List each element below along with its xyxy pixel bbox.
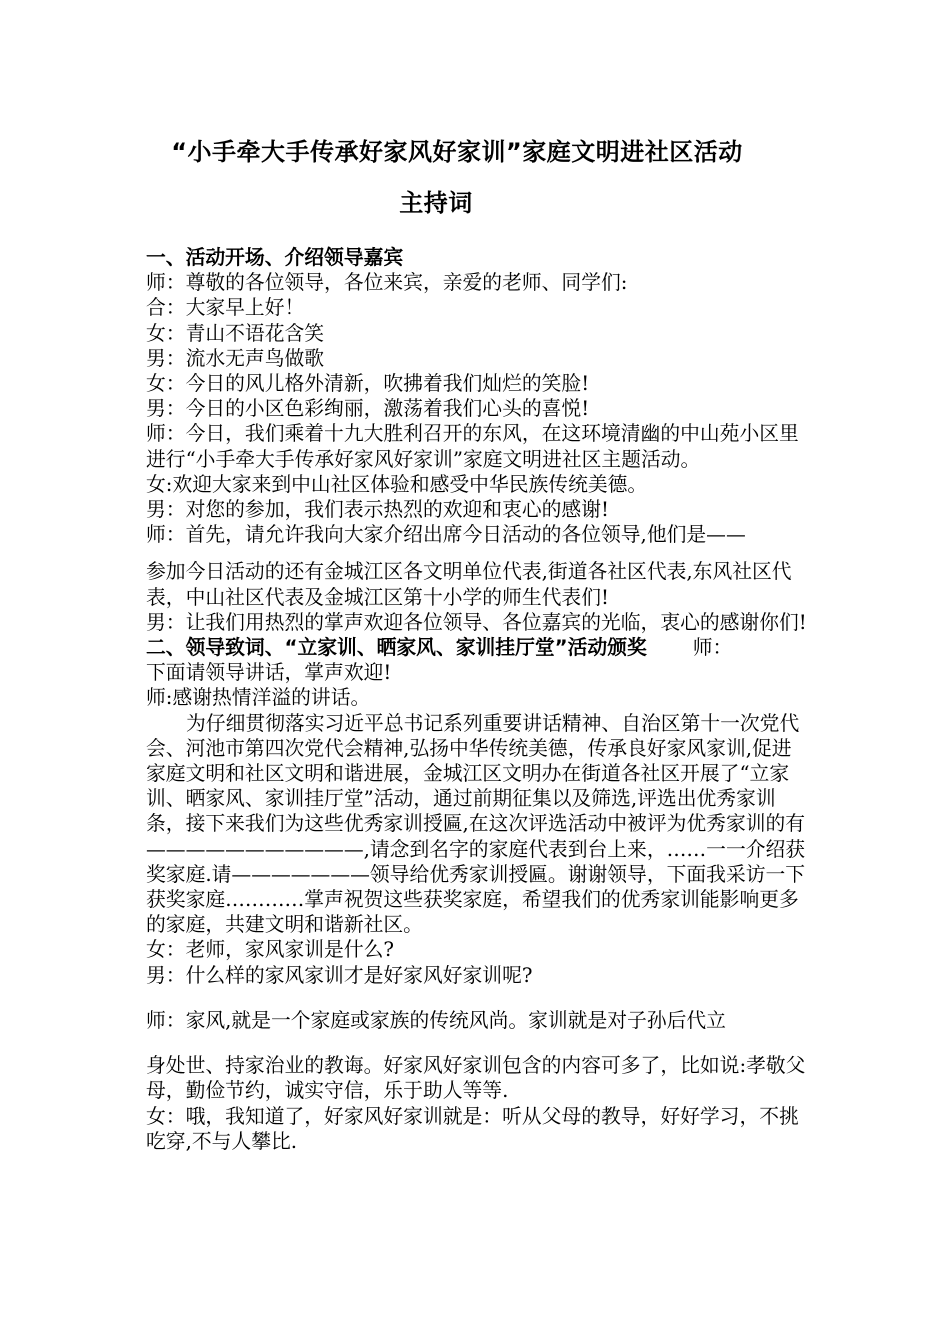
paragraph: 男：让我们用热烈的掌声欢迎各位领导、各位嘉宾的光临，衷心的感谢你们!: [146, 610, 807, 634]
paragraph: 男：什么样的家风家训才是好家风好家训呢?: [146, 963, 533, 987]
paragraph: 身处世、持家治业的教诲。好家风好家训包含的内容可多了，比如说:孝敬父母，勤俭节约，诚实守信，乐于助人等等.: [146, 1054, 806, 1103]
paragraph: 女：老师，家风家训是什么?: [146, 938, 394, 962]
paragraph: 女：青山不语花含笑: [146, 321, 325, 345]
paragraph: 女：今日的风儿格外清新，吹拂着我们灿烂的笑脸!: [146, 372, 590, 396]
document-title: “小手牵大手传承好家风好家训”家庭文明进社区活动: [171, 138, 743, 166]
speaker-label: 师：: [692, 636, 733, 660]
paragraph: 参加今日活动的还有金城江区各文明单位代表,街道各社区代表,东风社区代表，中山社区代表及金城江区第十小学的师生代表们!: [146, 560, 792, 609]
document-body: [146, 245, 808, 1154]
paragraph: 男：今日的小区色彩绚丽，激荡着我们心头的喜悦!: [146, 397, 590, 421]
paragraph: 师：尊敬的各位领导，各位来宾，亲爱的老师、同学们:: [146, 271, 628, 295]
paragraph: 女：哦，我知道了，好家风好家训就是：听从父母的教导，好好学习，不挑吃穿,不与人攀比.: [146, 1104, 799, 1153]
paragraph: 师：首先，请允许我向大家介绍出席今日活动的各位领导,他们是——: [146, 523, 746, 547]
section-heading-2-line: [146, 635, 808, 660]
paragraph: 下面请领导讲话，掌声欢迎!: [146, 661, 392, 685]
paragraph: 男：流水无声鸟做歌: [146, 346, 325, 370]
paragraph: 师:感谢热情洋溢的讲话。: [146, 686, 371, 710]
paragraph: 女:欢迎大家来到中山社区体验和感受中华民族传统美德。: [146, 472, 648, 496]
section-heading-2: 二、领导致词、“立家训、晒家风、家训挂厅堂”活动颁奖: [146, 636, 647, 660]
paragraph: 合：大家早上好！: [146, 296, 305, 320]
document-subtitle: 主持词: [399, 189, 473, 217]
paragraph: 为仔细贯彻落实习近平总书记系列重要讲话精神、自治区第十一次党代会、河池市第四次党代会精神,弘扬中华传统美德，传承良好家风家训,促进家庭文明和社区文明和谐进展，金城江区文明办在街道各社区开展了“立家训、晒家风、家训挂厅堂”活动，通过前期征集以及筛选,评选出优秀家训 条，接下来我们为这些优秀家训授匾,在这次评选活动中被评为优秀家训的有———————————,请念到名字的家庭代表到台上来，……一一介绍获奖家庭.请———————领导给优秀家训授匾。谢谢领导，下面我采访一下获奖家庭…………掌声祝贺这些获奖家庭，希望我们的优秀家训能影响更多的家庭，共建文明和谐新社区。: [146, 711, 806, 937]
paragraph: 师：家风,就是一个家庭或家族的传统风尚。家训就是对子孙后代立: [146, 1008, 726, 1032]
paragraph: 男：对您的参加，我们表示热烈的欢迎和衷心的感谢!: [146, 498, 609, 522]
paragraph: 师：今日，我们乘着十九大胜利召开的东风，在这环境清幽的中山苑小区里进行“小手牵大手传承好家风好家训”家庭文明进社区主题活动。: [146, 422, 799, 471]
section-heading-1: 一、活动开场、介绍领导嘉宾: [146, 246, 404, 269]
